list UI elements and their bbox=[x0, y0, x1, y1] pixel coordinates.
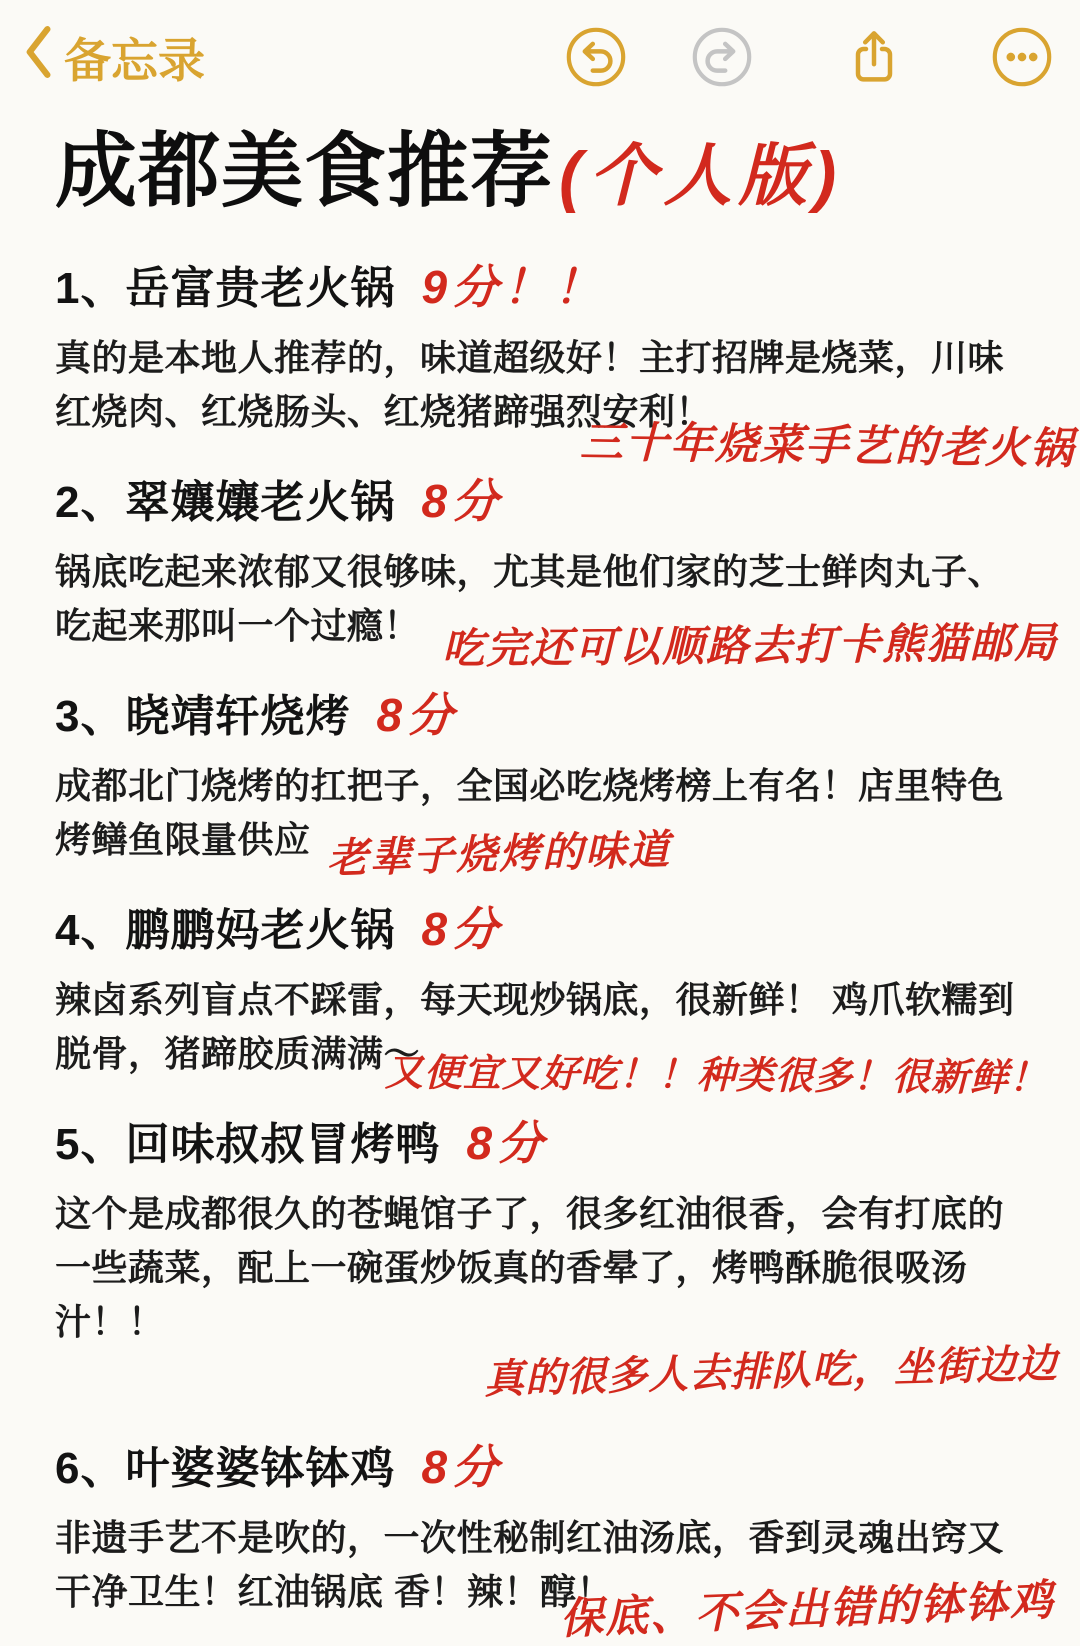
food-item-3 bbox=[55, 679, 1030, 882]
undo-icon bbox=[564, 25, 628, 89]
item-handwritten-note: 又便宜又好吃！！种类很多！很新鲜！ bbox=[384, 1051, 1049, 1100]
item-name: 3、晓靖轩烧烤 bbox=[55, 691, 351, 741]
food-item-2 bbox=[55, 465, 1059, 672]
item-description-text: 成都北门烧烤的扛把子，全国必吃烧烤榜上有名！店里特色烤鳝鱼限量供应 bbox=[55, 764, 1005, 860]
item-heading bbox=[55, 1107, 1030, 1173]
item-description bbox=[55, 545, 1059, 672]
back-chevron-icon bbox=[22, 25, 52, 90]
item-name: 2、翠孃孃老火锅 bbox=[55, 477, 396, 527]
item-description-text: 非遗手艺不是吹的，一次性秘制红油汤底，香到灵魂出窍又干净卫生！红油锅底 香！辣！醇！ bbox=[55, 1516, 1005, 1612]
more-button[interactable] bbox=[990, 25, 1054, 89]
back-label: 备忘录 bbox=[64, 33, 205, 87]
undo-button[interactable] bbox=[564, 25, 628, 89]
item-score: 8分 bbox=[466, 1116, 549, 1169]
navbar bbox=[0, 0, 1080, 96]
note-title-text: 成都美食推荐 bbox=[55, 126, 554, 217]
item-description bbox=[55, 759, 1030, 882]
redo-button[interactable] bbox=[690, 25, 754, 89]
item-handwritten-note: 吃完还可以顺路去打卡熊猫邮局 bbox=[441, 618, 1059, 672]
item-handwritten-note: 老辈子烧烤的味道 bbox=[326, 826, 672, 882]
food-item-5 bbox=[55, 1107, 1059, 1405]
item-name: 1、岳富贵老火锅 bbox=[55, 263, 396, 313]
food-item-4 bbox=[55, 893, 1049, 1100]
note-content[interactable] bbox=[0, 96, 1080, 1644]
item-description bbox=[55, 973, 1049, 1100]
item-heading bbox=[55, 465, 1030, 531]
item-handwritten-note: 真的很多人去排队吃，坐街边边 bbox=[483, 1341, 1059, 1402]
item-description-text: 这个是成都很久的苍蝇馆子了，很多红油很香，会有打底的一些蔬菜，配上一碗蛋炒饭真的香晕了，烤鸭酥脆很吸汤汁！！ bbox=[55, 1192, 1005, 1342]
food-item-1 bbox=[55, 251, 1076, 474]
item-name: 6、叶婆婆钵钵鸡 bbox=[55, 1443, 396, 1493]
redo-icon bbox=[690, 25, 754, 89]
item-name: 4、鹏鹏妈老火锅 bbox=[55, 905, 396, 955]
item-score: 8分 bbox=[376, 688, 459, 741]
nav-actions bbox=[502, 25, 1054, 89]
item-description bbox=[55, 1511, 1056, 1644]
item-heading bbox=[55, 679, 1030, 745]
share-icon bbox=[842, 25, 906, 89]
item-description bbox=[55, 1187, 1059, 1405]
share-button[interactable] bbox=[842, 25, 906, 89]
note-title-suffix: (个人版) bbox=[559, 138, 844, 214]
item-heading bbox=[55, 893, 1030, 959]
item-description-text: 真的是本地人推荐的，味道超级好！主打招牌是烧菜，川味红烧肉、红烧肠头、红烧猪蹄强烈安利！ bbox=[55, 336, 1005, 432]
item-score: 9分！！ bbox=[421, 260, 606, 313]
item-score: 8分 bbox=[421, 474, 504, 527]
item-name: 5、回味叔叔冒烤鸭 bbox=[55, 1119, 441, 1169]
item-handwritten-note: 三十年烧菜手艺的老火锅 bbox=[579, 418, 1076, 474]
item-description-text: 辣卤系列盲点不踩雷，每天现炒锅底，很新鲜！ 鸡爪软糯到脱骨，猪蹄胶质满满～ bbox=[55, 978, 1015, 1074]
back-button[interactable] bbox=[22, 24, 205, 91]
item-description bbox=[55, 331, 1076, 474]
item-heading bbox=[55, 251, 1030, 317]
item-heading bbox=[55, 1431, 1030, 1497]
food-item-6 bbox=[55, 1431, 1056, 1644]
item-score: 8分 bbox=[421, 902, 504, 955]
item-handwritten-note: 保底、不会出错的钵钵鸡 bbox=[559, 1576, 1056, 1644]
item-description-text: 锅底吃起来浓郁又很够味，尤其是他们家的芝士鲜肉丸子、吃起来那叫一个过瘾！ bbox=[55, 550, 1005, 646]
item-score: 8分 bbox=[421, 1440, 504, 1493]
more-icon bbox=[990, 25, 1054, 89]
note-title bbox=[55, 124, 1030, 221]
